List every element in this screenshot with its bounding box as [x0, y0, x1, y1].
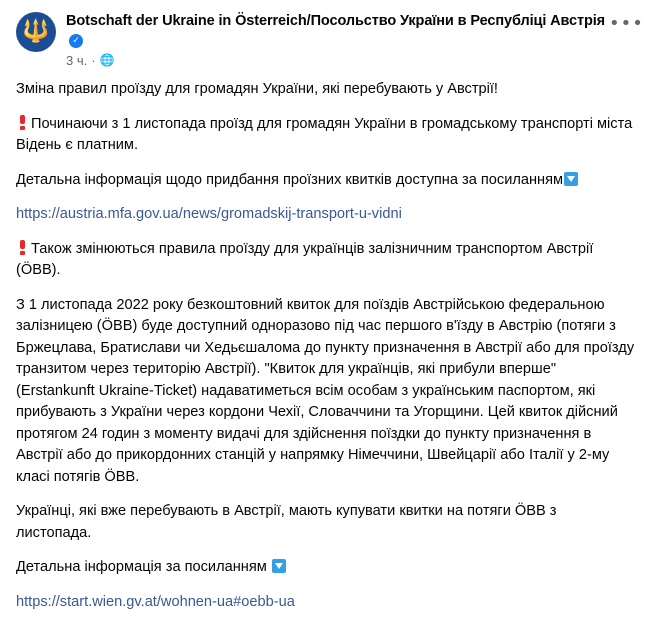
post-link-paragraph	[16, 204, 635, 226]
post-paragraph	[16, 239, 635, 282]
post-meta	[66, 53, 609, 68]
ukraine-trident-emblem-icon: 🔱	[22, 19, 50, 44]
external-link[interactable]: https://start.wien.gv.at/wohnen-ua#oebb-ua	[16, 593, 295, 610]
down-arrow-icon	[564, 172, 578, 186]
more-options-button[interactable]: •••	[609, 13, 644, 34]
post-paragraph	[16, 501, 635, 544]
post-paragraph	[16, 170, 635, 192]
post-timestamp[interactable]: 3 ч.	[66, 53, 88, 68]
avatar[interactable]	[16, 12, 56, 52]
meta-separator: ·	[91, 53, 96, 68]
page-name[interactable]	[66, 12, 609, 50]
paragraph-text: З 1 листопада 2022 року безкоштовний квиток для поїздів Австрійською федеральною залізницею (ÖBB) буде доступний одноразово під час першого в'їзду в Австрію (потяги з Бржецлава, Братислави чи Хедьєшалома до пункту призначення в Австрії або для проїзду транзитом через територію Австрії). "Квиток для українців, які прибули вперше" (Erstankunft Ukraine-Ticket) надаватиметься всім особам з українським паспортом, які прибувають з України через кордони Чехії, Словаччини та Угорщини. Цей квиток дійсний протягом 24 годин з моменту видачі для здійснення поїздки до пункту призначення в Австрії або до прикордонних станцій у напрямку Німеччини, Швейцарії або Італії у 2-му класі потягів ÖBB.	[16, 296, 635, 485]
post-body	[16, 79, 635, 613]
post-paragraph	[16, 557, 635, 579]
post-header	[16, 12, 644, 68]
paragraph-text: Починаючи з 1 листопада проїзд для громадян України в громадському транспорті міста Відень є платним.	[16, 115, 633, 153]
red-exclamation-icon	[16, 240, 29, 255]
paragraph-text: Також змінюються правила проїзду для українців залізничним транспортом Австрії (ÖBB).	[16, 240, 594, 278]
post-paragraph	[16, 114, 635, 157]
paragraph-text: Детальна інформація за посиланням	[16, 559, 267, 575]
post-link-paragraph	[16, 592, 635, 614]
page-name-label: Botschaft der Ukraine in Österreich/Посольство України в Республіці Австрія	[66, 13, 606, 29]
post-header-text	[66, 12, 644, 68]
paragraph-text: Зміна правил проїзду для громадян України, які перебувають у Австрії!	[16, 81, 498, 97]
red-exclamation-icon	[16, 115, 29, 130]
paragraph-text: Українці, які вже перебувають в Австрії, мають купувати квитки на потяги ÖBB з листопада.	[16, 503, 557, 541]
paragraph-text: Детальна інформація щодо придбання проїзних квитків доступна за посиланням	[16, 171, 564, 188]
down-arrow-icon	[272, 559, 286, 573]
post-paragraph	[16, 79, 635, 101]
verified-badge-icon: ✓	[69, 34, 83, 48]
post-paragraph	[16, 295, 635, 489]
globe-icon[interactable]: 🌐	[99, 53, 115, 67]
external-link[interactable]: https://austria.mfa.gov.ua/news/gromadskij-transport-u-vidni	[16, 206, 402, 222]
